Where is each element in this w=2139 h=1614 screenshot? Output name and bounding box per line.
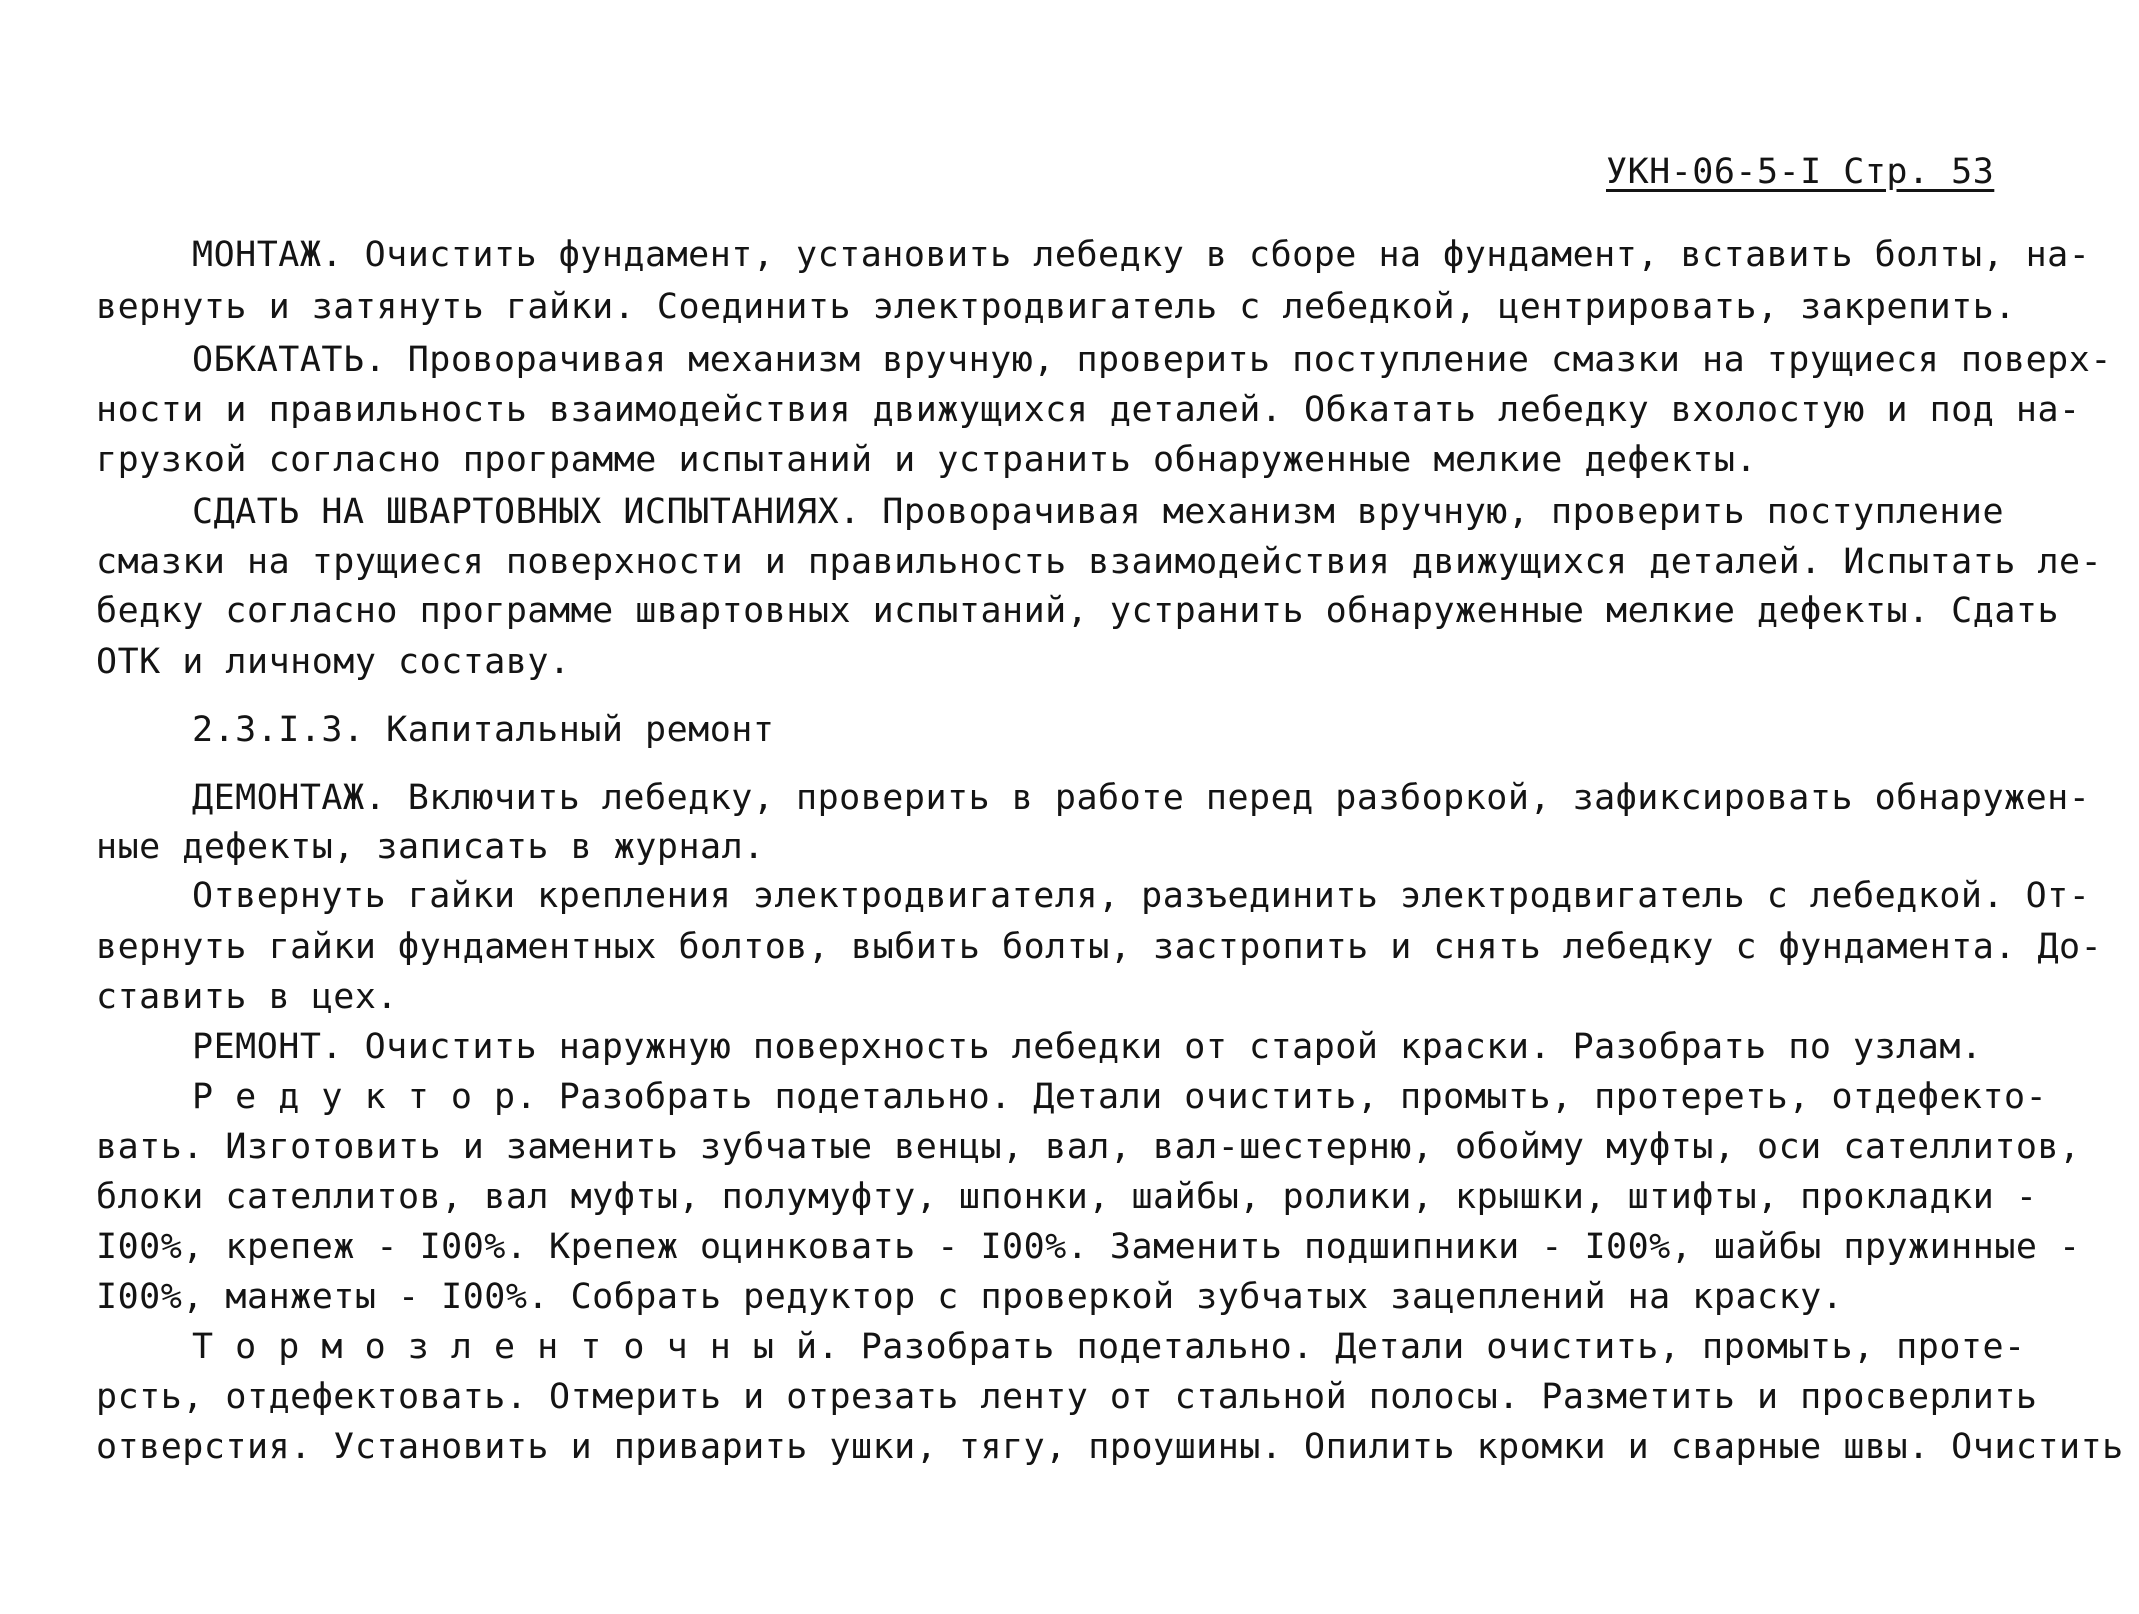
text-line: I00%, крепеж - I00%. Крепеж оцинковать - I00%. Заменить подшипники - I00%, шайбы пружинные - bbox=[96, 1227, 2081, 1267]
text-line-reductor bbox=[192, 1077, 2048, 1117]
text-line: РЕМОНТ. Очистить наружную поверхность лебедки от старой краски. Разобрать по узлам. bbox=[192, 1027, 1983, 1067]
text-line: ДЕМОНТАЖ. Включить лебедку, проверить в работе перед разборкой, зафиксировать обнаружен- bbox=[192, 778, 2091, 818]
text-line: рсть, отдефектовать. Отмерить и отрезать ленту от стальной полосы. Разметить и просверлить bbox=[96, 1377, 2038, 1417]
reductor-title: Р е д у к т о р. bbox=[192, 1077, 538, 1117]
text-line: ОБКАТАТЬ. Проворачивая механизм вручную, проверить поступление смазки на трущиеся поверх- bbox=[192, 340, 2112, 380]
text-line: смазки на трущиеся поверхности и правильность взаимодействия движущихся деталей. Испытать ле- bbox=[96, 542, 2103, 582]
text-line: ности и правильность взаимодействия движущихся деталей. Обкатать лебедку вхолостую и под на- bbox=[96, 390, 2081, 430]
text-line: бедку согласно программе швартовных испытаний, устранить обнаруженные мелкие дефекты. Сдать bbox=[96, 591, 2060, 631]
text-line: вать. Изготовить и заменить зубчатые венцы, вал, вал-шестерню, обойму муфты, оси сателлитов, bbox=[96, 1127, 2081, 1167]
text-line: ные дефекты, записать в журнал. bbox=[96, 827, 765, 867]
reductor-text: Разобрать подетально. Детали очистить, промыть, протереть, отдефекто- bbox=[537, 1077, 2048, 1117]
brake-title: Т о р м о з л е н т о ч н ы й. bbox=[192, 1327, 840, 1367]
text-line: блоки сателлитов, вал муфты, полумуфту, шпонки, шайбы, ролики, крышки, штифты, прокладки - bbox=[96, 1177, 2038, 1217]
text-line: вернуть гайки фундаментных болтов, выбить болты, застропить и снять лебедку с фундамента. До- bbox=[96, 927, 2103, 967]
text-line: ОТК и личному составу. bbox=[96, 642, 571, 682]
text-line: грузкой согласно программе испытаний и устранить обнаруженные мелкие дефекты. bbox=[96, 440, 1758, 480]
text-line: I00%, манжеты - I00%. Собрать редуктор с проверкой зубчатых зацеплений на краску. bbox=[96, 1277, 1844, 1317]
text-line: отверстия. Установить и приварить ушки, тягу, проушины. Опилить кромки и сварные швы. Очистить bbox=[96, 1427, 2124, 1467]
section-heading: 2.3.I.3. Капитальный ремонт bbox=[192, 710, 775, 750]
text-line: СДАТЬ НА ШВАРТОВНЫХ ИСПЫТАНИЯХ. Проворачивая механизм вручную, проверить поступление bbox=[192, 492, 2005, 532]
text-line: ставить в цех. bbox=[96, 977, 399, 1017]
document-reference: УКН-06-5-I Стр. 53 bbox=[1606, 152, 1995, 192]
text-line: МОНТАЖ. Очистить фундамент, установить лебедку в сборе на фундамент, вставить болты, на- bbox=[192, 235, 2091, 275]
text-line: Отвернуть гайки крепления электродвигателя, разъединить электродвигатель с лебедкой. От- bbox=[192, 876, 2091, 916]
brake-text: Разобрать подетально. Детали очистить, промыть, проте- bbox=[839, 1327, 2026, 1367]
text-line-brake bbox=[192, 1327, 2026, 1367]
text-line: вернуть и затянуть гайки. Соединить электродвигатель с лебедкой, центрировать, закрепить. bbox=[96, 287, 2016, 327]
